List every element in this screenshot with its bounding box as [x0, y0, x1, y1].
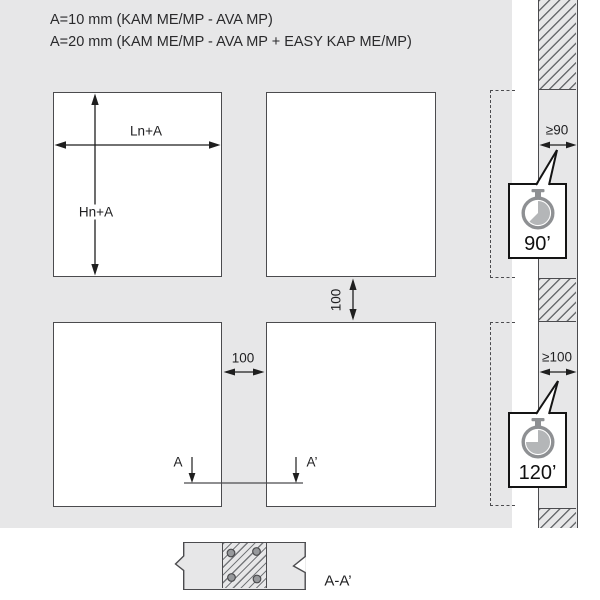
min-width-120-label: ≥100 [542, 349, 572, 365]
notes-block [50, 9, 412, 53]
note-line-2: A=20 mm (KAM ME/MP - AVA MP + EASY KAP ME/MP) [50, 34, 412, 50]
panel-bottom-left [53, 322, 222, 507]
cross-section-joint-hatch [222, 543, 267, 588]
height-dimension-label: Hn+A [76, 205, 116, 220]
fire-rating-120-value: 120’ [518, 462, 557, 484]
cross-section-strip [183, 542, 306, 590]
note-line-1: A=10 mm (KAM ME/MP - AVA MP) [50, 12, 273, 28]
width-dimension-label: Ln+A [130, 123, 162, 139]
stopwatch-icon [518, 418, 558, 462]
fire-rating-90-callout [508, 183, 567, 259]
wall-hatch-middle [539, 278, 576, 322]
panel-bottom-right [266, 322, 436, 507]
section-marker-a-label: A [173, 454, 183, 470]
fire-rating-120-callout [508, 412, 567, 488]
fire-rating-90-value: 90’ [524, 233, 551, 255]
wall-hatch-top [539, 0, 576, 90]
min-width-90-label: ≥90 [545, 122, 569, 138]
stopwatch-icon [518, 189, 558, 233]
vertical-gap-dimension-label: 100 [328, 288, 344, 312]
section-title: A-A’ [324, 572, 352, 590]
panel-top-right [266, 92, 436, 277]
section-marker-a-prime-label: A’ [306, 454, 318, 470]
wall-hatch-bottom [539, 508, 576, 528]
panel-top-left [53, 92, 222, 277]
horizontal-gap-dimension-label: 100 [231, 350, 255, 366]
